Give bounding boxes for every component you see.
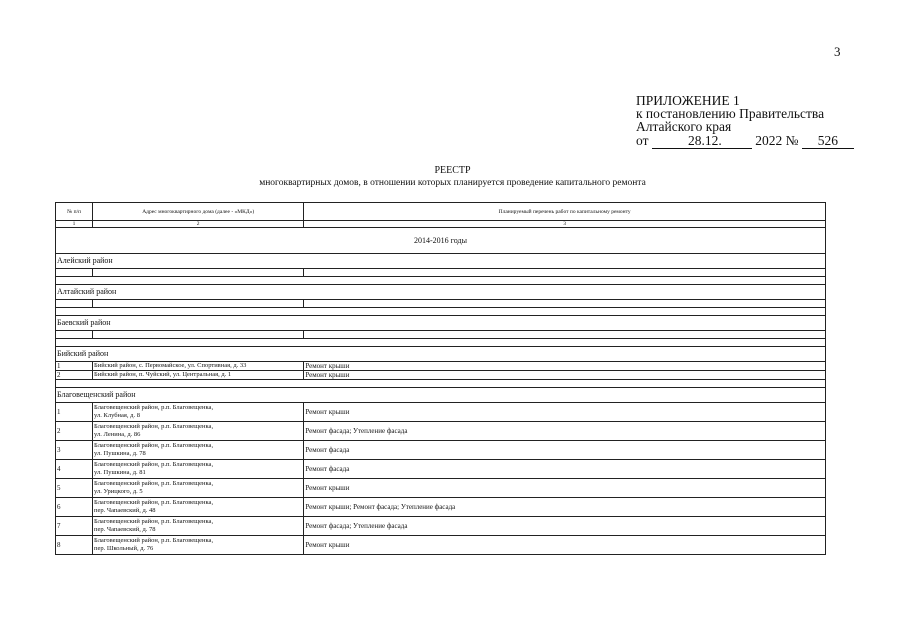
district-baevsky: Баевский район	[56, 316, 826, 331]
table-row	[56, 371, 826, 380]
row-works: Ремонт крыши	[304, 536, 826, 555]
empty-row	[56, 331, 826, 339]
row-address: Бийский район, п. Чуйский, ул. Центральная, д. 1	[93, 371, 304, 380]
table-row	[56, 517, 826, 536]
row-works: Ремонт фасада	[304, 460, 826, 479]
district-row	[56, 347, 826, 362]
row-address	[93, 479, 304, 498]
row-works: Ремонт крыши	[304, 479, 826, 498]
address-line: Благовещенский район, р.п. Благовещенка,	[94, 442, 214, 449]
address-line: пер. Школьный, д. 76	[94, 545, 154, 552]
row-address	[93, 498, 304, 517]
resolution-number: 526	[802, 134, 854, 149]
row-works: Ремонт крыши	[304, 403, 826, 422]
table-row	[56, 441, 826, 460]
row-number: 6	[56, 498, 93, 517]
period-label: 2014-2016 годы	[56, 228, 826, 254]
row-number: 2	[56, 371, 93, 380]
spacer-row	[56, 277, 826, 285]
address-line: Благовещенский район, р.п. Благовещенка,	[94, 518, 214, 525]
address-line: Благовещенский район, р.п. Благовещенка,	[94, 404, 214, 411]
spacer-row	[56, 339, 826, 347]
appendix-title: ПРИЛОЖЕНИЕ 1	[636, 93, 740, 108]
spacer-row	[56, 380, 826, 388]
table-row	[56, 422, 826, 441]
header-works: Планируемый перечень работ по капитальному ремонту	[304, 203, 826, 221]
address-line: пер. Чапаевский, д. 78	[94, 526, 156, 533]
district-blagoveshchensky: Благовещенский район	[56, 388, 826, 403]
header-address: Адрес многоквартирного дома (далее - «МКД»)	[93, 203, 304, 221]
address-line: пер. Чапаевский, д. 48	[94, 507, 156, 514]
address-line: Благовещенский район, р.п. Благовещенка,	[94, 480, 214, 487]
row-address	[93, 441, 304, 460]
row-number: 1	[56, 362, 93, 371]
row-address	[93, 403, 304, 422]
district-row	[56, 254, 826, 269]
address-line: ул. Пушкина, д. 78	[94, 450, 146, 457]
table-row	[56, 536, 826, 555]
address-line: ул. Клубная, д. 8	[94, 412, 140, 419]
column-number: 3	[304, 221, 826, 228]
row-address	[93, 536, 304, 555]
row-number: 5	[56, 479, 93, 498]
appendix-block	[636, 94, 854, 149]
district-aleysky: Алейский район	[56, 254, 826, 269]
row-works: Ремонт крыши	[304, 362, 826, 371]
appendix-resolution: к постановлению Правительства	[636, 106, 825, 121]
empty-row	[56, 300, 826, 308]
table-row	[56, 498, 826, 517]
resolution-year: 2022 №	[755, 133, 799, 148]
row-number: 8	[56, 536, 93, 555]
table-row	[56, 403, 826, 422]
table-row	[56, 460, 826, 479]
period-row	[56, 228, 826, 254]
page-number: 3	[834, 44, 841, 59]
row-address	[93, 460, 304, 479]
row-number: 1	[56, 403, 93, 422]
row-works: Ремонт фасада	[304, 441, 826, 460]
row-number: 7	[56, 517, 93, 536]
district-row	[56, 285, 826, 300]
table-row	[56, 362, 826, 371]
district-row	[56, 316, 826, 331]
district-altaysky: Алтайский район	[56, 285, 826, 300]
address-line: Благовещенский район, р.п. Благовещенка,	[94, 537, 214, 544]
appendix-region: Алтайского края	[636, 119, 732, 134]
column-number: 2	[93, 221, 304, 228]
appendix-date-line	[636, 134, 854, 149]
row-address	[93, 422, 304, 441]
row-works: Ремонт фасада; Утепление фасада	[304, 422, 826, 441]
resolution-date: 28.12.	[652, 134, 752, 149]
register-table	[55, 202, 826, 555]
row-address	[93, 517, 304, 536]
header-num: № п/п	[56, 203, 93, 221]
address-line: ул. Урицкого, д. 5	[94, 488, 143, 495]
row-address: Бийский район, с. Первомайское, ул. Спортивная, д. 33	[93, 362, 304, 371]
row-number: 3	[56, 441, 93, 460]
address-line: Благовещенский район, р.п. Благовещенка,	[94, 461, 214, 468]
row-number: 2	[56, 422, 93, 441]
register-title: РЕЕСТР	[434, 165, 471, 176]
column-number-row	[56, 221, 826, 228]
row-number: 4	[56, 460, 93, 479]
address-line: Благовещенский район, р.п. Благовещенка,	[94, 499, 214, 506]
empty-row	[56, 269, 826, 277]
spacer-row	[56, 308, 826, 316]
column-number: 1	[56, 221, 93, 228]
row-works: Ремонт фасада; Утепление фасада	[304, 517, 826, 536]
register-subtitle: многоквартирных домов, в отношении которых планируется проведение капитального ремонта	[259, 178, 646, 188]
row-works: Ремонт крыши	[304, 371, 826, 380]
header-row	[56, 203, 826, 221]
address-line: Благовещенский район, р.п. Благовещенка,	[94, 423, 214, 430]
table-row	[56, 479, 826, 498]
district-row	[56, 388, 826, 403]
address-line: ул. Пушкина, д. 81	[94, 469, 146, 476]
address-line: ул. Ленина, д. 86	[94, 431, 141, 438]
from-label: от	[636, 133, 649, 148]
row-works: Ремонт крыши; Ремонт фасада; Утепление фасада	[304, 498, 826, 517]
district-biysky: Бийский район	[56, 347, 826, 362]
